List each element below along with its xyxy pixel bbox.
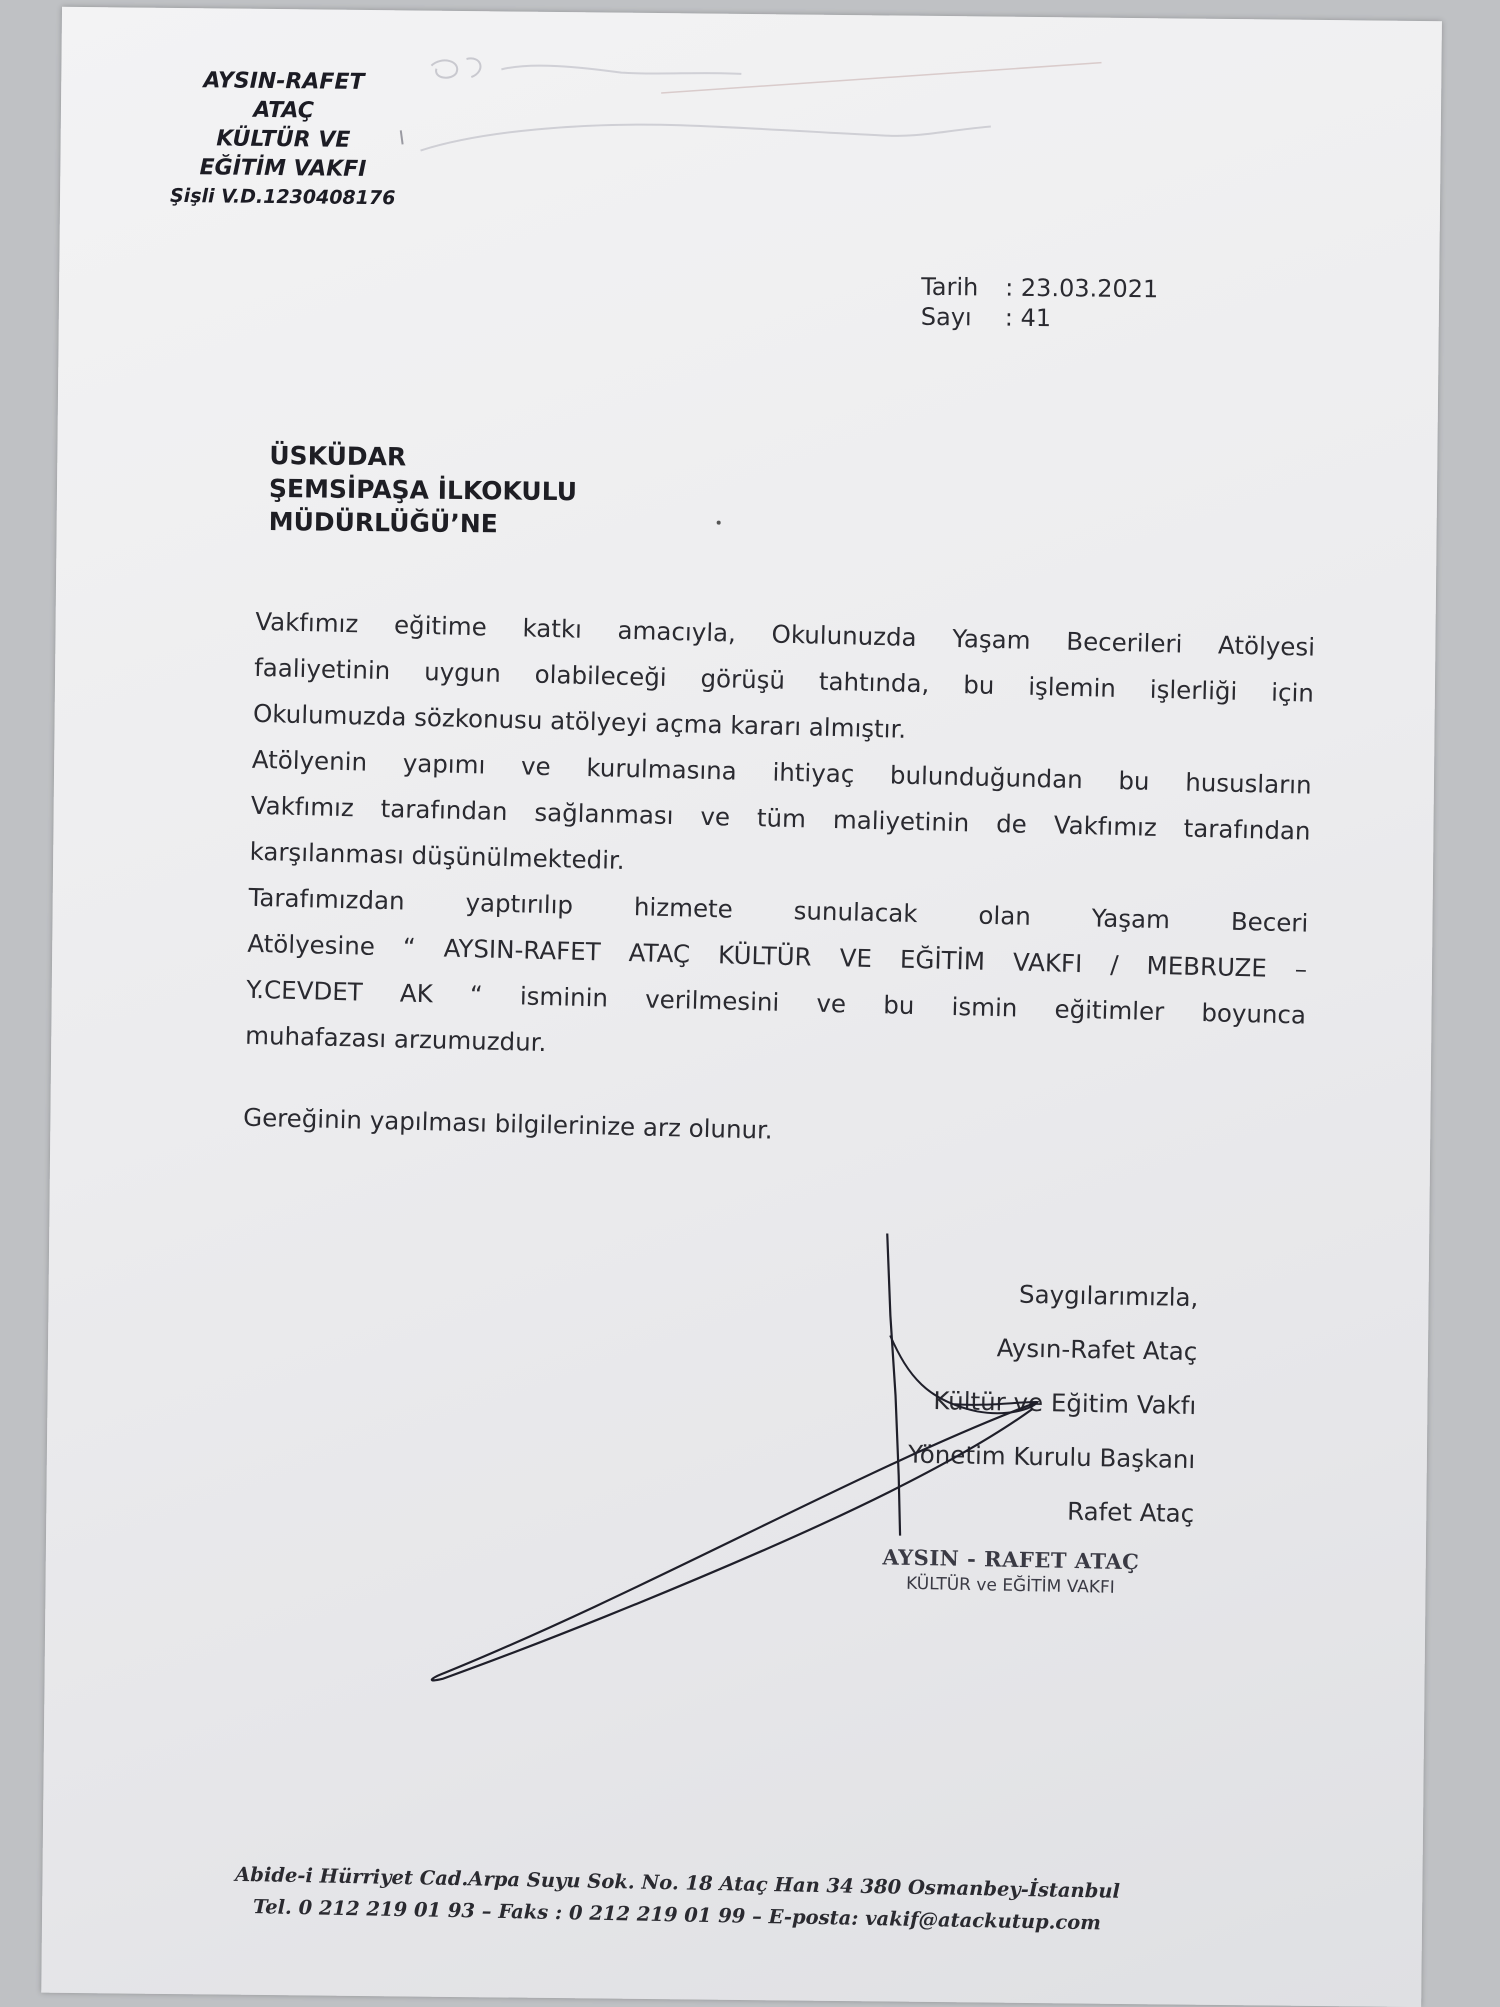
- body-line: Atölyesine “ AYSIN-RAFET ATAÇ KÜLTÜR VE EĞİTİM VAKFI / MEBRUZE –: [247, 928, 1308, 984]
- letterhead-line: ATAÇ: [253, 97, 315, 124]
- signer-title: Yönetim Kurulu Başkanı: [907, 1439, 1196, 1475]
- letterhead-line: KÜLTÜR VE: [216, 126, 351, 153]
- letterhead-line: AYSIN-RAFET: [203, 68, 365, 95]
- stamp-line: KÜLTÜR ve EĞİTİM VAKFI: [905, 1573, 1115, 1598]
- document-meta: [921, 272, 1159, 334]
- letter-footer: [217, 1858, 1138, 1940]
- date-label: Tarih: [921, 272, 979, 302]
- body-line: Atölyenin yapımı ve kurulmasına ihtiyaç bulunduğundan bu hususların: [251, 744, 1312, 800]
- closing-request: Gereğinin yapılması bilgilerinize arz olunur.: [242, 1102, 774, 1145]
- recipient-line: ŞEMSİPAŞA İLKOKULU: [268, 473, 578, 507]
- body-line: faaliyetinin uygun olabileceği görüşü tahtında, bu işlemin işlerliği için: [253, 652, 1315, 708]
- number-value: : 41: [1004, 303, 1052, 333]
- body-line: Vakfımız eğitime katkı amacıyla, Okulunuzda Yaşam Becerileri Atölyesi: [254, 606, 1316, 662]
- body-line: Y.CEVDET AK “ isminin verilmesini ve bu ismin eğitimler boyunca: [245, 974, 1307, 1030]
- stamp-line: AYSIN - RAFET ATAÇ: [882, 1544, 1140, 1575]
- recipient-line: MÜDÜRLÜĞÜ’NE: [268, 506, 498, 539]
- ink-dot: [717, 521, 721, 525]
- tax-office: Şişli V.D.1230408176: [169, 184, 396, 210]
- number-label: Sayı: [920, 302, 972, 332]
- body-line: Vakfımız tarafından sağlanması ve tüm maliyetinin de Vakfımız tarafından: [250, 790, 1311, 846]
- body-line: Okulumuzda sözkonusu atölyeyi açma kararı almıştır.: [252, 698, 907, 744]
- body-line: Tarafımızdan yaptırılıp hizmete sunulacak olan Yaşam Beceri: [248, 882, 1309, 938]
- letter-body: [243, 599, 1316, 1167]
- date-value: : 23.03.2021: [1005, 273, 1159, 304]
- letterhead: [170, 66, 397, 213]
- signer-name: Rafet Ataç: [1066, 1496, 1195, 1529]
- recipient-block: [268, 439, 577, 541]
- letterhead-line: EĞİTİM VAKFI: [199, 155, 367, 182]
- org-line: Aysın-Rafet Ataç: [996, 1333, 1198, 1367]
- letter-page: [41, 7, 1442, 2007]
- salutation: Saygılarımızla,: [1018, 1279, 1199, 1313]
- signature-block: [694, 1262, 1199, 1542]
- body-line: muhafazası arzumuzdur.: [244, 1020, 547, 1058]
- body-line: karşılanması düşünülmektedir.: [249, 836, 625, 875]
- footer-address: Abide-i Hürriyet Cad.Arpa Suyu Sok. No. 18 Ataç Han 34 380 Osmanbey-İstanbul: [234, 1862, 1121, 1903]
- org-line: Kültür ve Eğitim Vakfı: [933, 1386, 1197, 1421]
- recipient-line: ÜSKÜDAR: [269, 440, 407, 472]
- foundation-stamp: [870, 1544, 1151, 1598]
- footer-contact: Tel. 0 212 219 01 93 – Faks : 0 212 219 01 99 – E-posta: vakif@atackutup.com: [252, 1895, 1102, 1935]
